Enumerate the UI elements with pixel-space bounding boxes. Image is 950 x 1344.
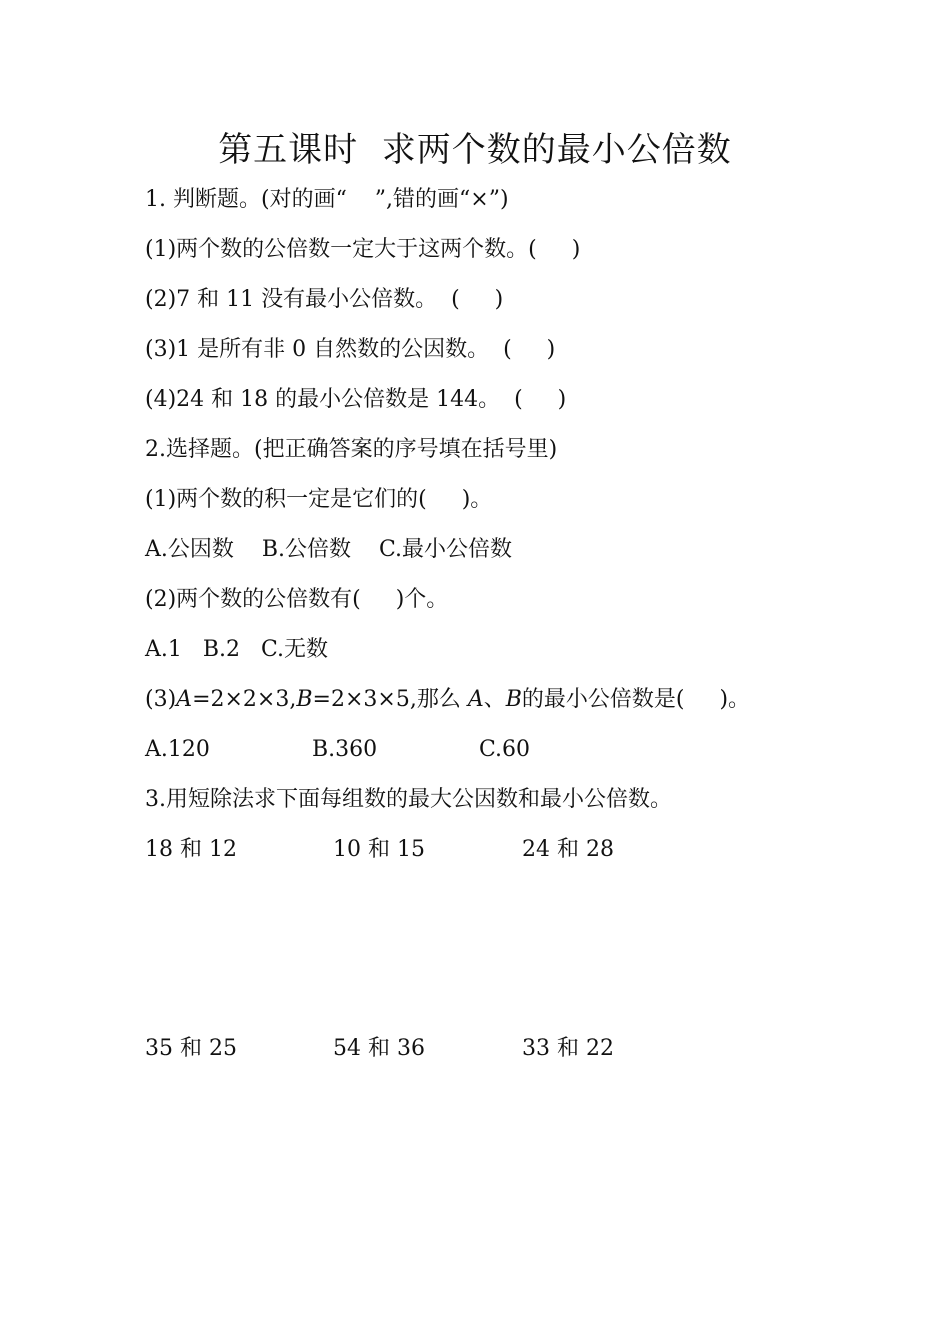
number-pair-1: 18 和 12 — [145, 837, 237, 862]
q3-option-c: C.60 — [479, 737, 531, 762]
q3-option-b: B.360 — [312, 737, 378, 762]
q3-tail: 的最小公倍数是( )。 — [521, 687, 751, 712]
choice-question-2-options: A.1 B.2 C.无数 — [145, 637, 329, 662]
q3-prefix: (3) — [145, 687, 177, 712]
number-pair-3: 24 和 28 — [522, 837, 614, 862]
choice-question-3 — [145, 684, 750, 716]
number-pair-5: 54 和 36 — [333, 1036, 425, 1061]
number-pair-6: 33 和 22 — [522, 1036, 614, 1061]
q3-separator: 、 — [483, 687, 506, 712]
number-pair-2: 10 和 15 — [333, 837, 425, 862]
choice-question-1-options: A.公因数 B.公倍数 C.最小公倍数 — [145, 537, 513, 562]
q3-var-a: A — [176, 687, 193, 712]
section-2-heading: 2.选择题。(把正确答案的序号填在括号里) — [145, 437, 558, 462]
page-title: 第五课时 求两个数的最小公倍数 — [218, 130, 732, 170]
section-1-heading: 1. 判断题。(对的画“ ”,错的画“×”) — [145, 187, 509, 212]
judge-item-1: (1)两个数的公倍数一定大于这两个数。( ) — [145, 237, 581, 262]
judge-item-3: (3)1 是所有非 0 自然数的公因数。 ( ) — [145, 337, 556, 362]
q3-expr-b: =2×3×5,那么 — [312, 687, 468, 712]
judge-item-4: (4)24 和 18 的最小公倍数是 144。 ( ) — [145, 387, 567, 412]
number-pair-4: 35 和 25 — [145, 1036, 237, 1061]
q3-var-b-again: B — [505, 687, 522, 712]
judge-item-2: (2)7 和 11 没有最小公倍数。 ( ) — [145, 287, 504, 312]
q3-expr-a: =2×2×3, — [192, 687, 297, 712]
q3-option-a: A.120 — [145, 737, 210, 762]
q3-var-b: B — [296, 687, 313, 712]
q3-var-a-again: A — [467, 687, 484, 712]
section-3-heading: 3.用短除法求下面每组数的最大公因数和最小公倍数。 — [145, 787, 672, 812]
choice-question-2: (2)两个数的公倍数有( )个。 — [145, 587, 449, 612]
choice-question-1: (1)两个数的积一定是它们的( )。 — [145, 487, 493, 512]
